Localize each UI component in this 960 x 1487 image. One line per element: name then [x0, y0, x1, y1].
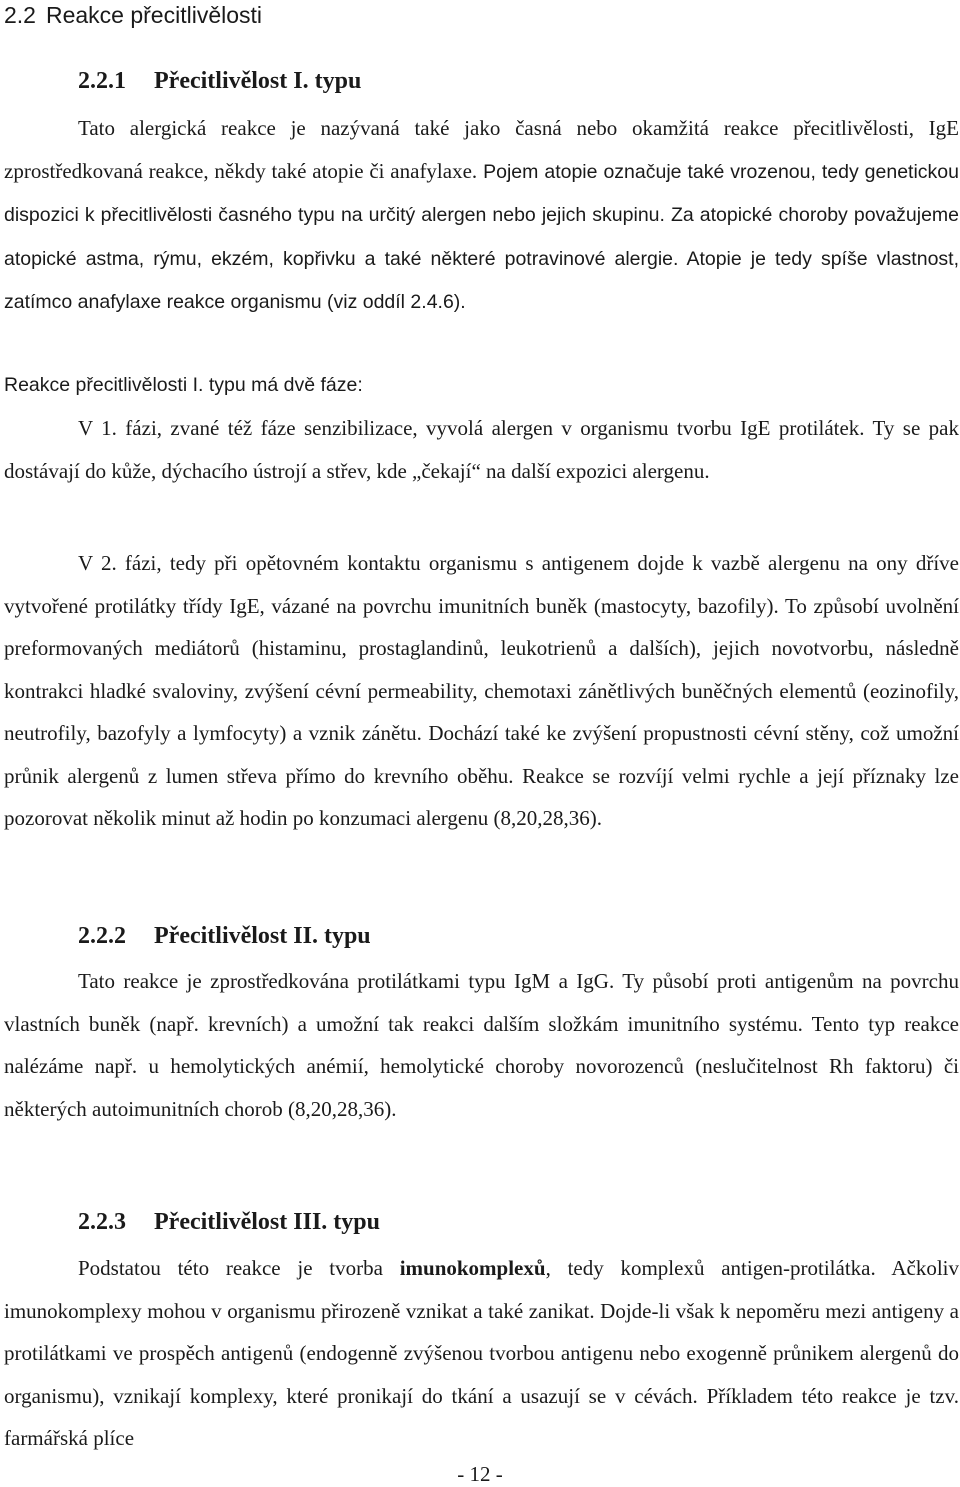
subsection-heading-2	[78, 921, 371, 951]
subsection-number-3: 2.2.3	[78, 1209, 126, 1235]
paragraph-type2: Tato reakce je zprostředkována protilátkami typu IgM a IgG. Ty působí proti antigenům na povrchu vlastních buněk (např. krevních) a umožní tak reakci dalším složkám imunitního systému. Tento typ reakce nalézáme např. u hemolytických anémií, hemolytické choroby novorozenců (neslučitelnost Rh faktoru) či některých autoimunitních chorob (8,20,28,36).	[4, 969, 959, 1121]
paragraph-phase-2: V 2. fázi, tedy při opětovném kontaktu organismu s antigenem dojde k vazbě alergenu na ony dříve vytvořené protilátky třídy IgE, vázané na povrchu imunitních buněk (mastocyty, bazofily). To způsobí uvolnění preformovaných mediátorů (histaminu, prostaglandinů, leukotrienů a dalších), jejich novotvorbu, následně kontrakci hladké svaloviny, zvýšení cévní permeability, chemotaxi zánětlivých buněčných elementů (eozinofily, neutrofily, bazofyly a lymfocyty) a vznik zánětu. Dochází také ke zvýšení propustnosti cévní stěny, což umožní průnik alergenů z lumen střeva přímo do krevního oběhu. Reakce se rozvíjí velmi rychle a její příznaky lze pozorovat několik minut až hodin po konzumaci alergenu (8,20,28,36).	[4, 551, 959, 830]
subsection-title-3: Přecitlivělost III. typu	[154, 1209, 380, 1235]
page-number: - 12 -	[457, 1462, 503, 1486]
paragraph-type1-intro-b: Pojem atopie označuje také vrozenou, tedy genetickou dispozici k přecitlivělosti časného typu na určitý alergen nebo jejich skupinu. Za atopické choroby považujeme atopické astma, rýmu, ekzém, kopřivku a také některé potravinové alergie. Atopie je tedy spíše vlastnost, zatímco anafylaxe reakce organismu (viz oddíl 2.4.6).	[4, 160, 959, 313]
section-heading	[4, 0, 262, 30]
paragraph-phase-1: V 1. fázi, zvané též fáze senzibilizace, vyvolá alergen v organismu tvorbu IgE protilátek. Ty se pak dostávají do kůže, dýchacího ústrojí a střev, kde „čekají“ na další expozici alergenu.	[4, 416, 959, 483]
subsection-heading-1	[78, 66, 361, 96]
paragraph-type3-before: Podstatou této reakce je tvorba	[78, 1256, 400, 1280]
subsection-title-2: Přecitlivělost II. typu	[154, 923, 371, 949]
subsection-title-1: Přecitlivělost I. typu	[154, 68, 362, 94]
subsection-number-2: 2.2.2	[78, 923, 126, 949]
section-title: Reakce přecitlivělosti	[45, 2, 263, 28]
phases-intro: Reakce přecitlivělosti I. typu má dvě fáze:	[4, 374, 363, 396]
paragraph-type1-intro-a: Tato alergická reakce je nazývaná také jako časná nebo okamžitá reakce přecitlivělosti, IgE zprostředkovaná reakce, někdy také atopie či anafylaxe.	[4, 116, 959, 183]
section-number: 2.2	[4, 2, 36, 28]
paragraph-type1-intro	[4, 107, 959, 324]
paragraph-type3-after: , tedy komplexů antigen-protilátka. Ačkoliv imunokomplexy mohou v organismu přirozeně vznikat a také zanikat. Dojde-li však k nepoměru mezi antigeny a protilátkami ve prospěch antigenů (endogenně zvýšenou tvorbou antigenu nebo exogenně průnikem alergenů do organismu), vznikají komplexy, které pronikají do tkání a usazují se v cévách. Příkladem této reakce je tzv. farmářská plíce	[4, 1256, 959, 1450]
subsection-heading-3	[78, 1207, 380, 1237]
term-imunokomplexu: imunokomplexů	[399, 1256, 546, 1280]
paragraph-type3	[4, 1247, 959, 1460]
subsection-number-1: 2.2.1	[78, 68, 126, 94]
